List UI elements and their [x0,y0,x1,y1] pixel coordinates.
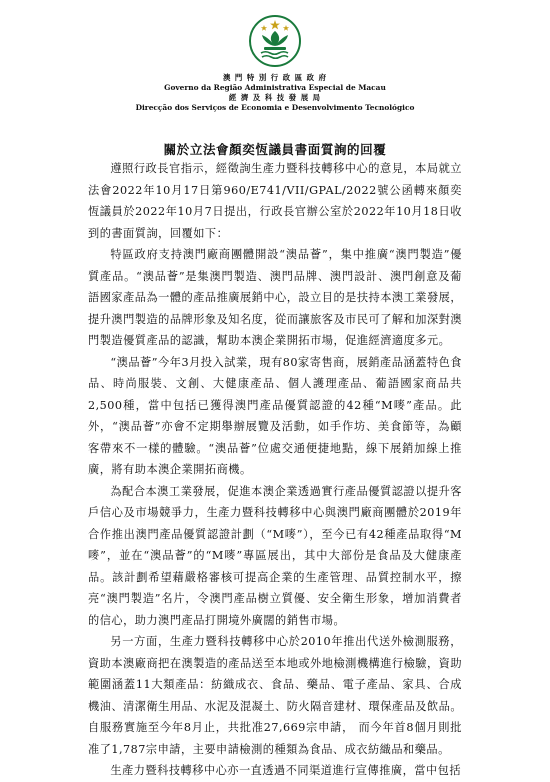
header-department-pt: Direcção dos Serviços de Economia e Desenvolvimento Tecnológico [135,103,415,112]
paragraph: 遵照行政長官指示，經徵詢生產力暨科技轉移中心的意見，本局就立法會2022年10月17日第960/E741/VII/GPAL/2022號公函轉來顏奕恆議員於2022年10月7日提出，行政長官辦公室於2022年10月18日收到的書面質詢，回覆如下： [88,162,462,240]
document-body [88,158,462,782]
paragraph: 為配合本澳工業發展，促進本澳企業透過實行產品優質認證以提升客戶信心及市場競爭力，生產力暨科技轉移中心與澳門廠商團體於2019年合作推出澳門產品優質認證計劃（“M嘜”），至今已有42種產品取得“M嘜”，並在“澳品薈”的“M嘜”專區展出，其中大部份是食品及大健康產品。該計劃希望藉嚴格審核可提高企業的生產管理、品質控制水平，擦亮“澳門製造”名片，令澳門產品樹立質優、安全衛生形象，增加消費者的信心，助力澳門產品打開境外廣闊的銷售市場。 [88,484,462,627]
header-government-zh: 澳 門 特 別 行 政 區 政 府 [222,73,328,82]
paragraph: 生產力暨科技轉移中心亦一直透過不同渠道進行宣傳推廣，當中包括 [110,764,462,777]
document-title: 關於立法會顏奕恆議員書面質詢的回覆 [163,142,387,157]
paragraph: “澳品薈”今年3月投入試業，現有80家寄售商，展銷產品涵蓋特色食品、時尚服裝、文創、大健康產品、個人護理產品、葡語國家商品共2,500種，當中包括已獲得澳門產品優質認證的42種“M嘜”產品。此外，“澳品薈”亦會不定期舉辦展覽及活動，如手作坊、美食節等，為顧客帶來不一樣的體驗。“澳品薈”位處交通便捷地點，線下展銷加線上推廣，將有助本澳企業開拓商機。 [88,355,462,476]
macau-emblem-icon [248,14,302,68]
paragraph: 特區政府支持澳門廠商團體開設“澳品薈”，集中推廣“澳門製造”優質產品。“澳品薈”是集澳門製造、澳門品牌、澳門設計、澳門創意及葡語國家產品為一體的產品推廣展銷中心，設立目的是扶持本澳工業發展，提升澳門製造的品牌形象及知名度，從而讓旅客及市民可了解和加深對澳門製造優質產品的認識，幫助本澳企業開拓市場，促進經濟適度多元。 [88,248,463,347]
paragraph: 另一方面，生產力暨科技轉移中心於2010年推出代送外檢測服務，資助本澳廠商把在澳製造的產品送至本地或外地檢測機構進行檢驗，資助範圍涵蓋11大類產品：紡織成衣、食品、藥品、電子產品、家具、合成機油、清潔衛生用品、水泥及混凝土、防火隔音建材、環保產品及飲品。自服務實施至今年8月止，共批准27,669宗申請， 而今年首8個月則批准了1,787宗申請，主要申請檢測的種類為食品、成衣紡織品和藥品。 [88,635,463,756]
header-department-zh: 經 濟 及 科 技 發 展 局 [228,93,322,102]
header-government-pt: Governo da Região Administrativa Especial de Macau [164,83,386,92]
